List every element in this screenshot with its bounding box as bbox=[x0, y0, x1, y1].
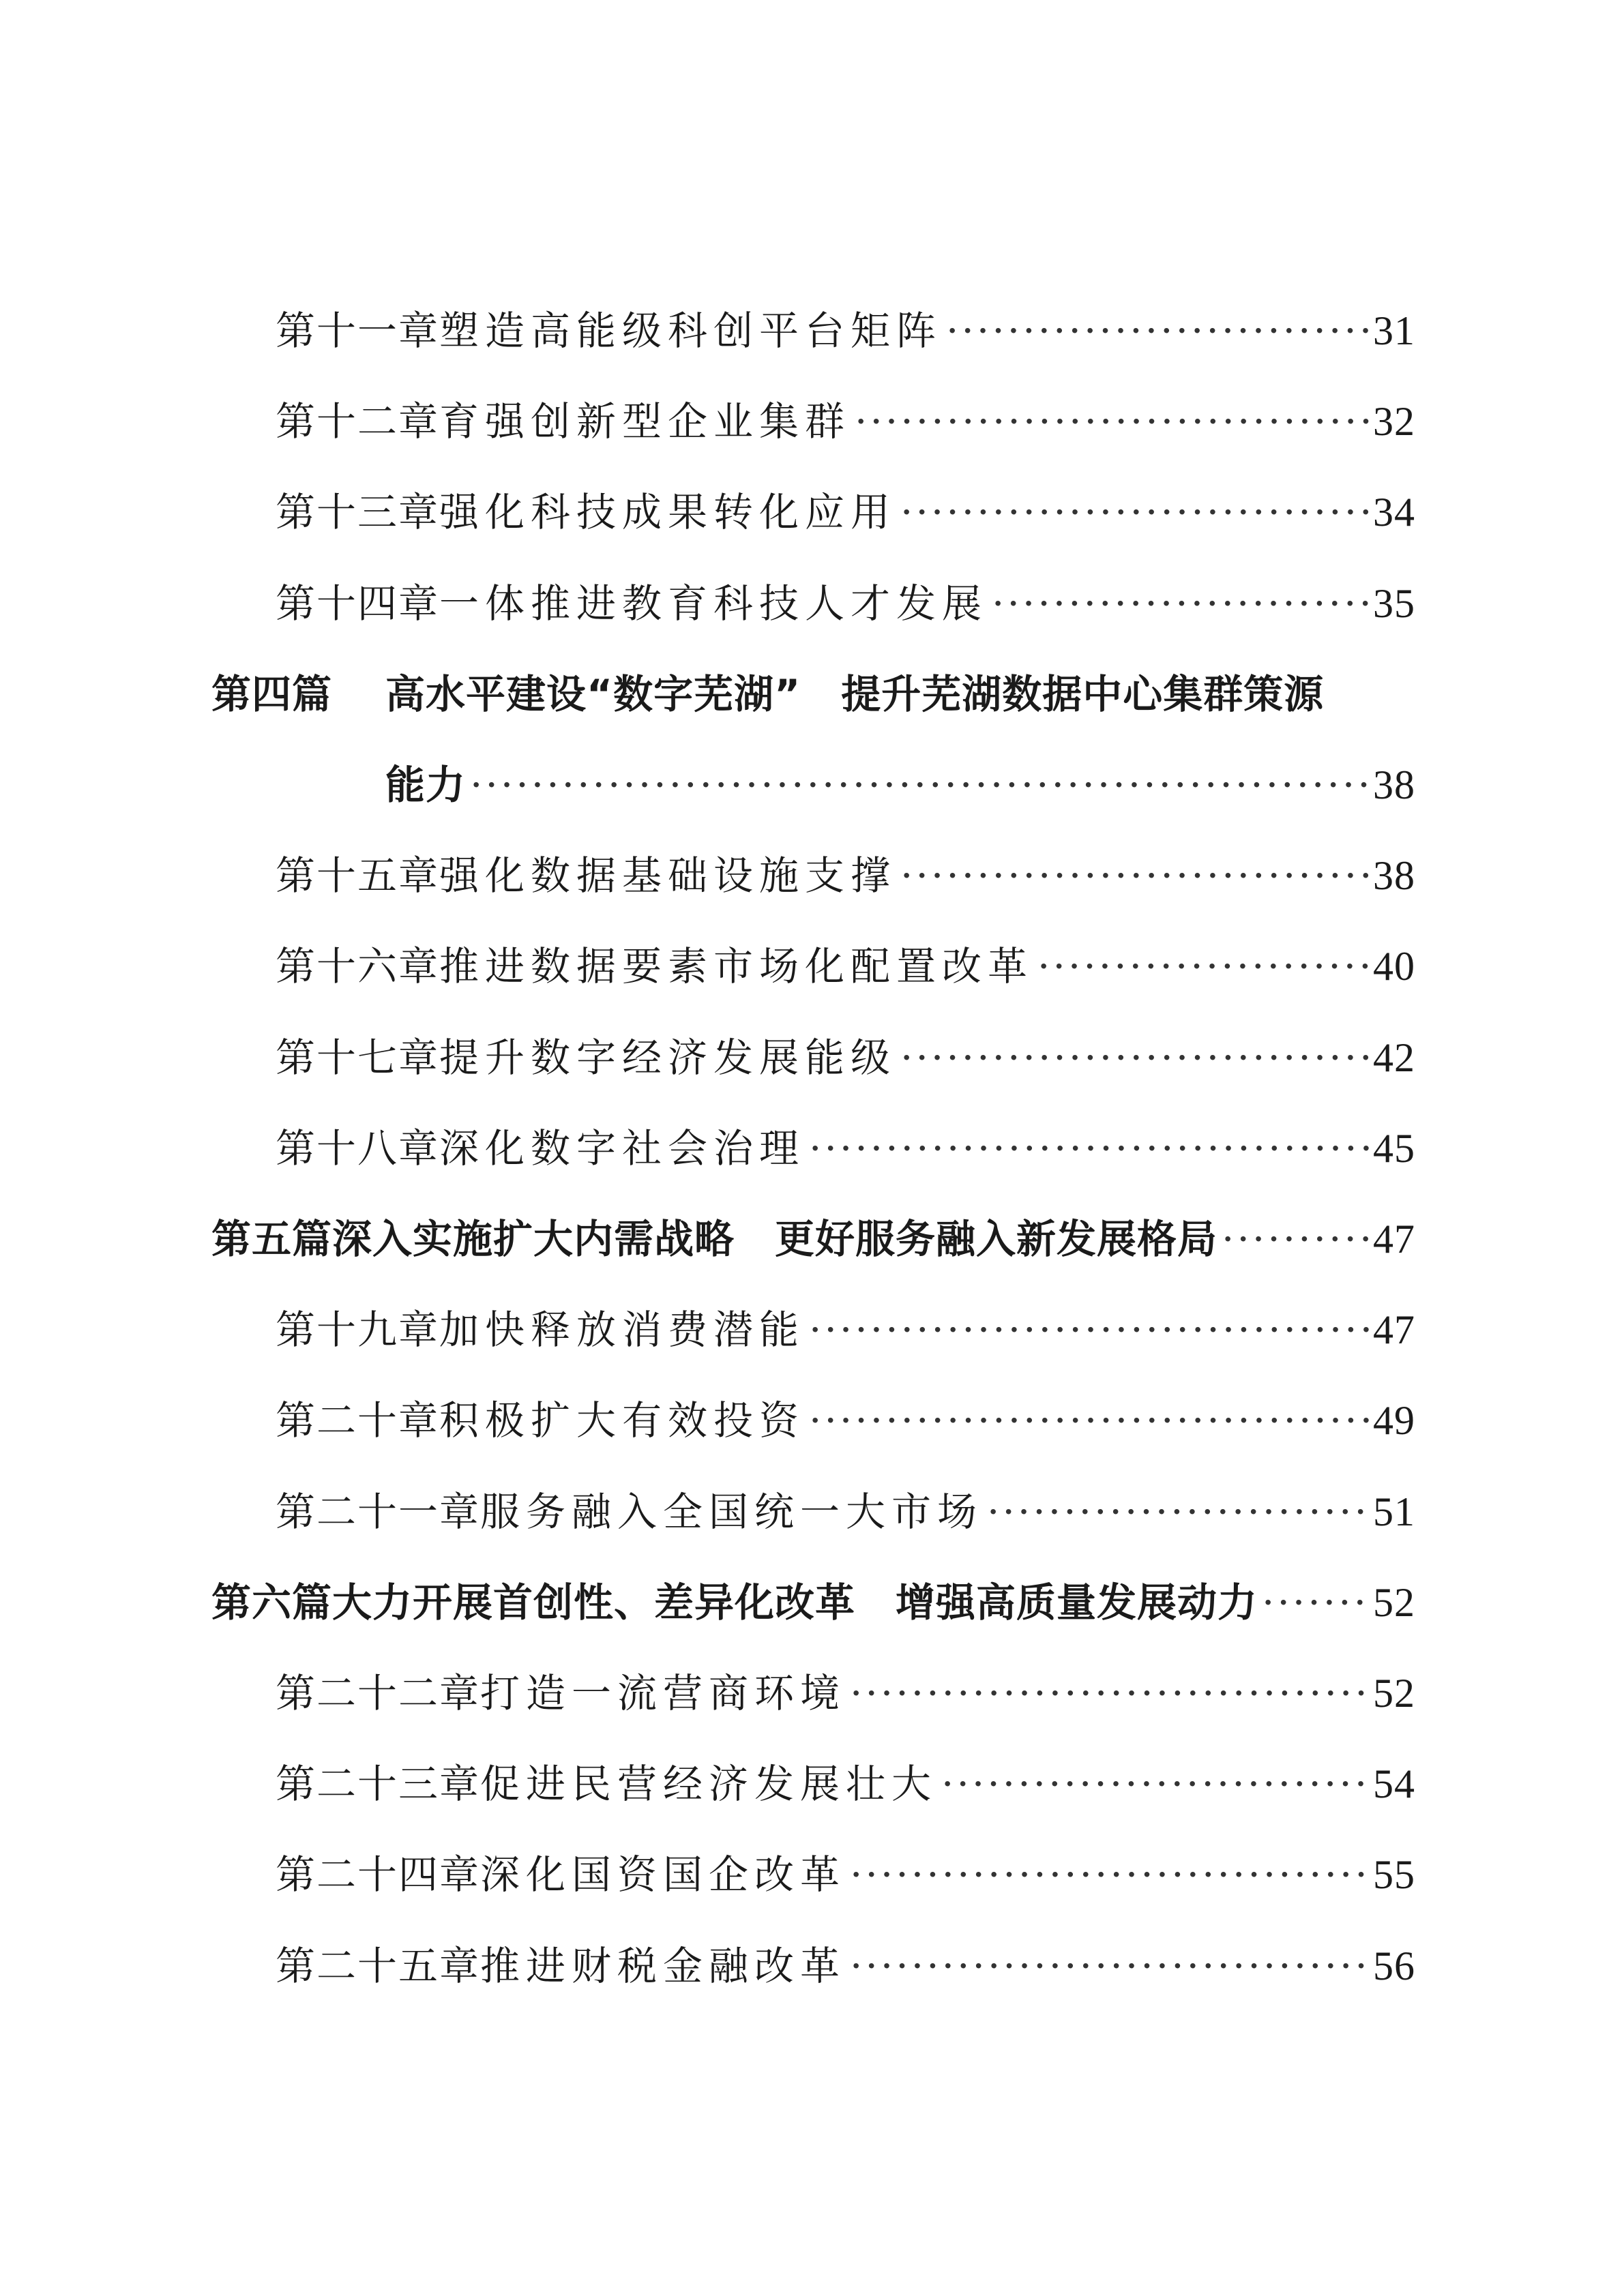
entry-title: 提升数字经济发展能级 bbox=[439, 1034, 897, 1081]
entry-page-number: 52 bbox=[1373, 1579, 1415, 1625]
dot-leader bbox=[946, 303, 1369, 358]
entry-title: 积极扩大有效投资 bbox=[439, 1397, 806, 1444]
entry-page-number: 31 bbox=[1373, 308, 1415, 353]
entry-page-number: 38 bbox=[1373, 853, 1415, 899]
dot-leader bbox=[900, 485, 1369, 539]
dot-leader bbox=[809, 1393, 1369, 1448]
dot-leader bbox=[992, 576, 1369, 631]
entry-label: 第二十章 bbox=[276, 1397, 440, 1444]
entry-page-number: 49 bbox=[1373, 1398, 1415, 1444]
toc-part-entry[interactable] bbox=[385, 758, 1415, 812]
entry-label: 第二十三章 bbox=[276, 1761, 481, 1808]
toc-chapter-entry[interactable] bbox=[276, 1393, 1415, 1448]
entry-title: 深化数字社会治理 bbox=[439, 1124, 806, 1172]
entry-label: 第十七章 bbox=[276, 1034, 440, 1081]
entry-page-number: 32 bbox=[1373, 399, 1415, 445]
dot-leader bbox=[1037, 939, 1369, 994]
entry-title: 强化科技成果转化应用 bbox=[439, 489, 897, 536]
entry-label: 第十四章 bbox=[276, 580, 440, 627]
entry-page-number: 55 bbox=[1373, 1852, 1415, 1898]
entry-title: 打造一流营商环境 bbox=[480, 1670, 846, 1716]
entry-label: 第二十五章 bbox=[276, 1942, 481, 1989]
entry-title: 育强创新型企业集群 bbox=[439, 398, 851, 445]
dot-leader bbox=[1262, 1575, 1369, 1630]
entry-page-number: 51 bbox=[1373, 1489, 1415, 1534]
toc-chapter-entry[interactable] bbox=[276, 1121, 1415, 1176]
entry-label: 第六篇 bbox=[211, 1579, 333, 1626]
entry-label: 第十一章 bbox=[276, 308, 440, 354]
entry-title: 促进民营经济发展壮大 bbox=[480, 1761, 938, 1808]
dot-leader bbox=[941, 1757, 1369, 1811]
entry-title: 一体推进教育科技人才发展 bbox=[439, 580, 988, 627]
toc-chapter-entry[interactable] bbox=[276, 1030, 1415, 1085]
entry-title: 塑造高能级科创平台矩阵 bbox=[439, 308, 943, 354]
entry-page-number: 40 bbox=[1373, 944, 1415, 989]
entry-page-number: 47 bbox=[1373, 1307, 1415, 1353]
entry-page-number: 38 bbox=[1373, 762, 1415, 807]
entry-page-number: 45 bbox=[1373, 1125, 1415, 1171]
entry-page-number: 56 bbox=[1373, 1943, 1415, 1988]
entry-title: 服务融入全国统一大市场 bbox=[480, 1488, 984, 1535]
entry-title: 深入实施扩大内需战略 更好服务融入新发展格局 bbox=[332, 1216, 1218, 1262]
entry-page-number: 47 bbox=[1373, 1217, 1415, 1262]
toc-chapter-entry[interactable] bbox=[276, 1757, 1415, 1811]
toc-part-entry[interactable] bbox=[211, 1212, 1415, 1266]
entry-title: 高水平建设“数字芜湖” 提升芜湖数据中心集群策源 bbox=[385, 670, 1325, 717]
entry-page-number: 35 bbox=[1373, 580, 1415, 626]
entry-page-number: 54 bbox=[1373, 1761, 1415, 1807]
entry-page-number: 42 bbox=[1373, 1034, 1415, 1080]
entry-label: 第十二章 bbox=[276, 398, 440, 445]
toc-chapter-entry[interactable] bbox=[276, 848, 1415, 903]
entry-label: 第十三章 bbox=[276, 489, 440, 536]
entry-title: 大力开展首创性、差异化改革 增强高质量发展动力 bbox=[332, 1579, 1258, 1626]
toc-chapter-entry[interactable] bbox=[276, 1666, 1415, 1720]
dot-leader bbox=[850, 1939, 1369, 1993]
dot-leader bbox=[809, 1121, 1369, 1176]
entry-label: 第四篇 bbox=[211, 670, 333, 717]
toc-chapter-entry[interactable] bbox=[276, 1939, 1415, 1993]
entry-label: 第二十一章 bbox=[276, 1488, 481, 1535]
toc-chapter-entry[interactable] bbox=[276, 1302, 1415, 1357]
dot-leader bbox=[850, 1666, 1369, 1720]
entry-label: 第二十二章 bbox=[276, 1670, 481, 1716]
entry-title: 加快释放消费潜能 bbox=[439, 1307, 806, 1354]
entry-title: 强化数据基础设施支撑 bbox=[439, 852, 897, 899]
dot-leader bbox=[900, 1030, 1369, 1085]
dot-leader bbox=[987, 1485, 1369, 1539]
toc-part-entry[interactable] bbox=[211, 667, 1415, 721]
toc-chapter-entry[interactable] bbox=[276, 303, 1415, 358]
toc-chapter-entry[interactable] bbox=[276, 576, 1415, 631]
toc-chapter-entry[interactable] bbox=[276, 1485, 1415, 1539]
entry-label: 第二十四章 bbox=[276, 1851, 481, 1898]
toc-chapter-entry[interactable] bbox=[276, 394, 1415, 449]
entry-title: 能力 bbox=[385, 762, 467, 808]
entry-title: 深化国资国企改革 bbox=[480, 1851, 846, 1898]
dot-leader bbox=[470, 758, 1369, 812]
entry-label: 第五篇 bbox=[211, 1216, 333, 1262]
entry-page-number: 34 bbox=[1373, 490, 1415, 535]
dot-leader bbox=[1222, 1212, 1369, 1266]
toc-part-entry[interactable] bbox=[211, 1575, 1415, 1630]
entry-label: 第十六章 bbox=[276, 943, 440, 990]
entry-label: 第十五章 bbox=[276, 852, 440, 899]
dot-leader bbox=[855, 394, 1369, 449]
toc-chapter-entry[interactable] bbox=[276, 939, 1415, 994]
entry-page-number: 52 bbox=[1373, 1671, 1415, 1716]
entry-title: 推进财税金融改革 bbox=[480, 1942, 846, 1989]
entry-label: 第十九章 bbox=[276, 1307, 440, 1354]
toc-chapter-entry[interactable] bbox=[276, 1847, 1415, 1902]
entry-label: 第十八章 bbox=[276, 1124, 440, 1172]
dot-leader bbox=[850, 1847, 1369, 1902]
dot-leader bbox=[900, 848, 1369, 903]
entry-title: 推进数据要素市场化配置改革 bbox=[439, 943, 1034, 990]
dot-leader bbox=[809, 1302, 1369, 1357]
toc-chapter-entry[interactable] bbox=[276, 485, 1415, 539]
